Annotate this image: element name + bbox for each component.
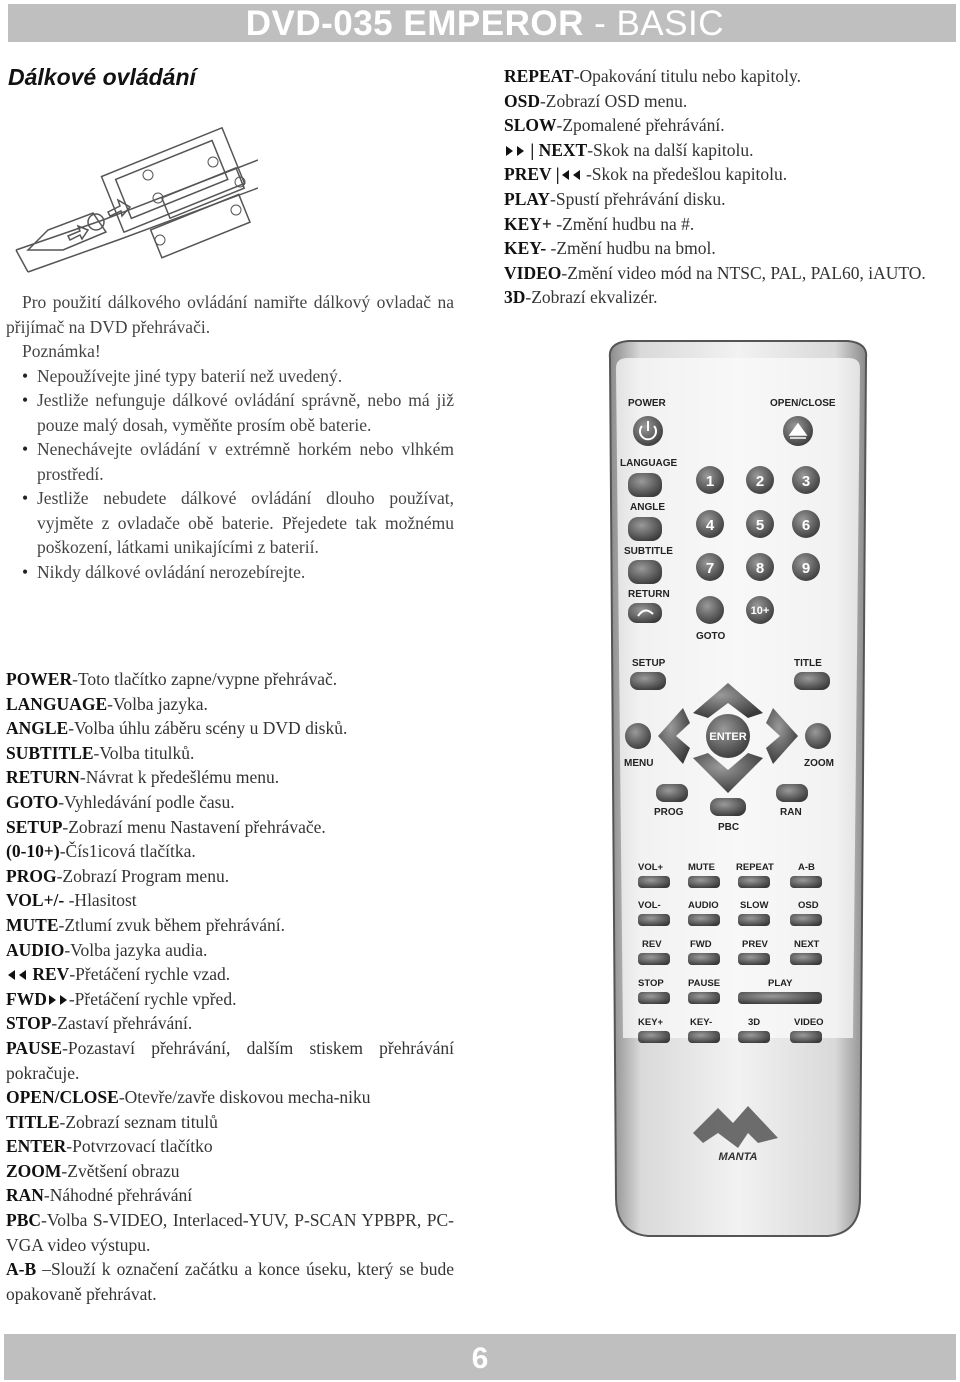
remote-label: KEY+ bbox=[638, 1017, 664, 1028]
remote-label: PREV bbox=[742, 939, 768, 950]
definition-item: PROG-Zobrazí Program menu. bbox=[6, 865, 230, 886]
intro-text: Pro použití dálkového ovládání namiřte dálkový ovladač na přijímač na DVD přehrávači. bbox=[6, 292, 454, 337]
battery-insertion-illustration bbox=[8, 100, 258, 285]
audio-button[interactable] bbox=[688, 914, 720, 926]
note-label: Poznámka! bbox=[22, 341, 101, 361]
definition-item: KEY+ -Změní hudbu na #. bbox=[504, 213, 695, 234]
next-button[interactable] bbox=[790, 953, 822, 965]
remote-label: LANGUAGE bbox=[620, 458, 678, 469]
skip-next-icon bbox=[504, 140, 526, 160]
remote-label: OSD bbox=[798, 900, 819, 911]
key-down-button[interactable] bbox=[688, 1031, 720, 1043]
remote-label: MUTE bbox=[688, 862, 715, 873]
list-item: • Nikdy dálkové ovládání nerozebírejte. bbox=[22, 560, 454, 585]
digit-label: 7 bbox=[705, 560, 715, 577]
ran-button[interactable] bbox=[776, 784, 808, 802]
remote-control-illustration bbox=[598, 338, 878, 1238]
stop-button[interactable] bbox=[638, 992, 670, 1004]
section-title: Dálkové ovládání bbox=[8, 64, 196, 90]
remote-label: 3D bbox=[748, 1017, 761, 1028]
remote-label: VOL+ bbox=[638, 862, 664, 873]
definition-item: FWD -Přetáčení rychle vpřed. bbox=[6, 988, 237, 1009]
definition-item: ZOOM-Zvětšení obrazu bbox=[6, 1160, 180, 1181]
definition-item: LANGUAGE-Volba jazyka. bbox=[6, 693, 208, 714]
definition-item: ANGLE-Volba úhlu záběru scény u DVD disků. bbox=[6, 718, 348, 739]
rev-button[interactable] bbox=[638, 953, 670, 965]
remote-label: VOL- bbox=[638, 900, 661, 911]
prev-button[interactable] bbox=[738, 953, 770, 965]
list-item: • Jestliže nebudete dálkové ovládání dlouho používat, vyjměte z ovladače obě baterie. Přejedete tak možnému poškození, látkami unikajícími z baterií. bbox=[22, 486, 454, 560]
definition-item: PAUSE-Pozastaví přehrávání, dalším stiskem přehrávání pokračuje. bbox=[6, 1037, 454, 1083]
vol-down-button[interactable] bbox=[638, 914, 670, 926]
remote-label: MENU bbox=[624, 758, 654, 769]
osd-button[interactable] bbox=[790, 914, 822, 926]
remote-label: OPEN/CLOSE bbox=[770, 398, 836, 409]
definition-item: RAN-Náhodné přehrávání bbox=[6, 1185, 193, 1206]
definition-item: POWER-Toto tlačítko zapne/vypne přehrávač. bbox=[6, 669, 338, 689]
remote-label: VIDEO bbox=[794, 1017, 824, 1028]
digit-label: 4 bbox=[705, 517, 715, 534]
zoom-button[interactable] bbox=[805, 723, 831, 749]
play-button[interactable] bbox=[738, 992, 822, 1004]
page-number: 6 bbox=[471, 1342, 489, 1375]
remote-label: PLAY bbox=[768, 978, 793, 989]
definition-item: OPEN/CLOSE-Otevře/zavře diskovou mecha-niku bbox=[6, 1087, 371, 1108]
definition-item: STOP-Zastaví přehrávání. bbox=[6, 1013, 193, 1034]
angle-button[interactable] bbox=[628, 517, 662, 541]
skip-prev-icon bbox=[560, 164, 582, 184]
remote-label: PROG bbox=[654, 807, 684, 818]
enter-label: ENTER bbox=[709, 731, 747, 743]
remote-label: REPEAT bbox=[736, 862, 774, 873]
button-definitions-left bbox=[6, 667, 454, 1306]
intro-section bbox=[6, 290, 454, 584]
digit-label: 9 bbox=[801, 560, 811, 577]
remote-label: FWD bbox=[690, 939, 712, 950]
precautions-list bbox=[6, 364, 454, 585]
subtitle-button[interactable] bbox=[628, 560, 662, 584]
definition-item: 3D-Zobrazí ekvalizér. bbox=[504, 287, 658, 308]
definition-item: A-B –Slouží k označení začátku a konce úseku, který se bude opakovaně přehrávat. bbox=[6, 1259, 454, 1304]
digit-label: 1 bbox=[705, 473, 715, 490]
remote-label: A-B bbox=[798, 862, 815, 873]
definition-item: TITLE-Zobrazí seznam titulů bbox=[6, 1111, 218, 1132]
definition-item: SLOW-Zpomalené přehrávání. bbox=[504, 115, 725, 136]
fwd-button[interactable] bbox=[688, 953, 720, 965]
definition-item: VIDEO-Změní video mód na NTSC, PAL, PAL60, iAUTO. bbox=[504, 262, 926, 283]
definition-item: VOL+/- -Hlasitost bbox=[6, 890, 137, 911]
definition-item: KEY- -Změní hudbu na bmol. bbox=[504, 238, 716, 259]
definition-item: ENTER-Potvrzovací tlačítko bbox=[6, 1136, 213, 1157]
repeat-button[interactable] bbox=[738, 876, 770, 888]
button-definitions-right bbox=[504, 64, 954, 310]
video-button[interactable] bbox=[790, 1031, 822, 1043]
digit-label: 10+ bbox=[750, 605, 770, 617]
digit-label: 5 bbox=[755, 517, 765, 534]
title-button[interactable] bbox=[794, 672, 830, 690]
definition-item: PLAY-Spustí přehrávání disku. bbox=[504, 188, 726, 209]
setup-button[interactable] bbox=[630, 672, 666, 690]
brand-label: MANTA bbox=[718, 1151, 758, 1163]
remote-label: PBC bbox=[718, 822, 740, 833]
remote-label: NEXT bbox=[794, 939, 820, 950]
list-item: • Nenechávejte ovládání v extrémně horkém nebo vlhkém prostředí. bbox=[22, 437, 454, 486]
definition-item: MUTE-Ztlumí zvuk během přehrávání. bbox=[6, 914, 285, 935]
prog-button[interactable] bbox=[656, 784, 688, 802]
list-item: • Nepoužívejte jiné typy baterií než uvedený. bbox=[22, 364, 454, 389]
remote-label: SUBTITLE bbox=[624, 546, 673, 557]
definition-item: OSD-Zobrazí OSD menu. bbox=[504, 90, 688, 111]
definition-item: GOTO-Vyhledávání podle času. bbox=[6, 791, 235, 812]
key-up-button[interactable] bbox=[638, 1031, 670, 1043]
remote-label: RAN bbox=[780, 807, 802, 818]
slow-button[interactable] bbox=[738, 914, 770, 926]
definition-item: PREV | -Skok na předešlou kapitolu. bbox=[504, 164, 788, 185]
definition-item: (0-10+)-Čís1icová tlačítka. bbox=[6, 841, 196, 862]
digit-label: 6 bbox=[801, 517, 811, 534]
definition-item: PBC-Volba S-VIDEO, Interlaced-YUV, P-SCAN YPBPR, PC-VGA video výstupu. bbox=[6, 1210, 454, 1255]
page-header bbox=[8, 4, 956, 42]
remote-label: PAUSE bbox=[688, 978, 721, 989]
definition-item: REPEAT-Opakování titulu nebo kapitoly. bbox=[504, 66, 801, 86]
fast-forward-icon bbox=[47, 989, 69, 1009]
remote-label: SLOW bbox=[740, 900, 769, 911]
language-button[interactable] bbox=[628, 473, 662, 497]
pbc-button[interactable] bbox=[710, 798, 746, 816]
digit-label: 8 bbox=[755, 560, 765, 577]
remote-label: SETUP bbox=[632, 658, 666, 669]
remote-label: TITLE bbox=[794, 658, 822, 669]
list-item: • Jestliže nefunguje dálkové ovládání správně, nebo má již pouze malý dosah, vyměňte prosím obě baterie. bbox=[22, 388, 454, 437]
remote-label: STOP bbox=[638, 978, 664, 989]
page-footer bbox=[4, 1334, 956, 1380]
vol-up-button[interactable] bbox=[638, 876, 670, 888]
a-b-button[interactable] bbox=[790, 876, 822, 888]
remote-label: RETURN bbox=[628, 589, 670, 600]
definition-item: | NEXT-Skok na další kapitolu. bbox=[504, 138, 954, 163]
goto-button[interactable] bbox=[696, 596, 724, 624]
definition-item: AUDIO-Volba jazyka audia. bbox=[6, 939, 208, 960]
remote-label: ANGLE bbox=[630, 502, 665, 513]
remote-label: ZOOM bbox=[804, 758, 834, 769]
header-title: DVD-035 EMPEROR - BASIC bbox=[245, 4, 724, 43]
return-button[interactable] bbox=[628, 603, 662, 623]
remote-label: GOTO bbox=[696, 631, 726, 642]
menu-button[interactable] bbox=[625, 723, 651, 749]
remote-label: AUDIO bbox=[688, 900, 719, 911]
definition-item: SUBTITLE-Volba titulků. bbox=[6, 742, 195, 763]
pause-button[interactable] bbox=[688, 992, 720, 1004]
mute-button[interactable] bbox=[688, 876, 720, 888]
remote-label: KEY- bbox=[690, 1017, 713, 1028]
rewind-icon bbox=[6, 964, 28, 984]
remote-label: POWER bbox=[628, 398, 666, 409]
3d-button[interactable] bbox=[738, 1031, 770, 1043]
digit-label: 3 bbox=[801, 473, 811, 490]
definition-item: SETUP-Zobrazí menu Nastavení přehrávače. bbox=[6, 816, 326, 837]
digit-label: 2 bbox=[755, 473, 765, 490]
definition-item: REV-Přetáčení rychle vzad. bbox=[6, 962, 454, 987]
remote-label: REV bbox=[642, 939, 662, 950]
definition-item: RETURN-Návrat k předešlému menu. bbox=[6, 767, 280, 788]
